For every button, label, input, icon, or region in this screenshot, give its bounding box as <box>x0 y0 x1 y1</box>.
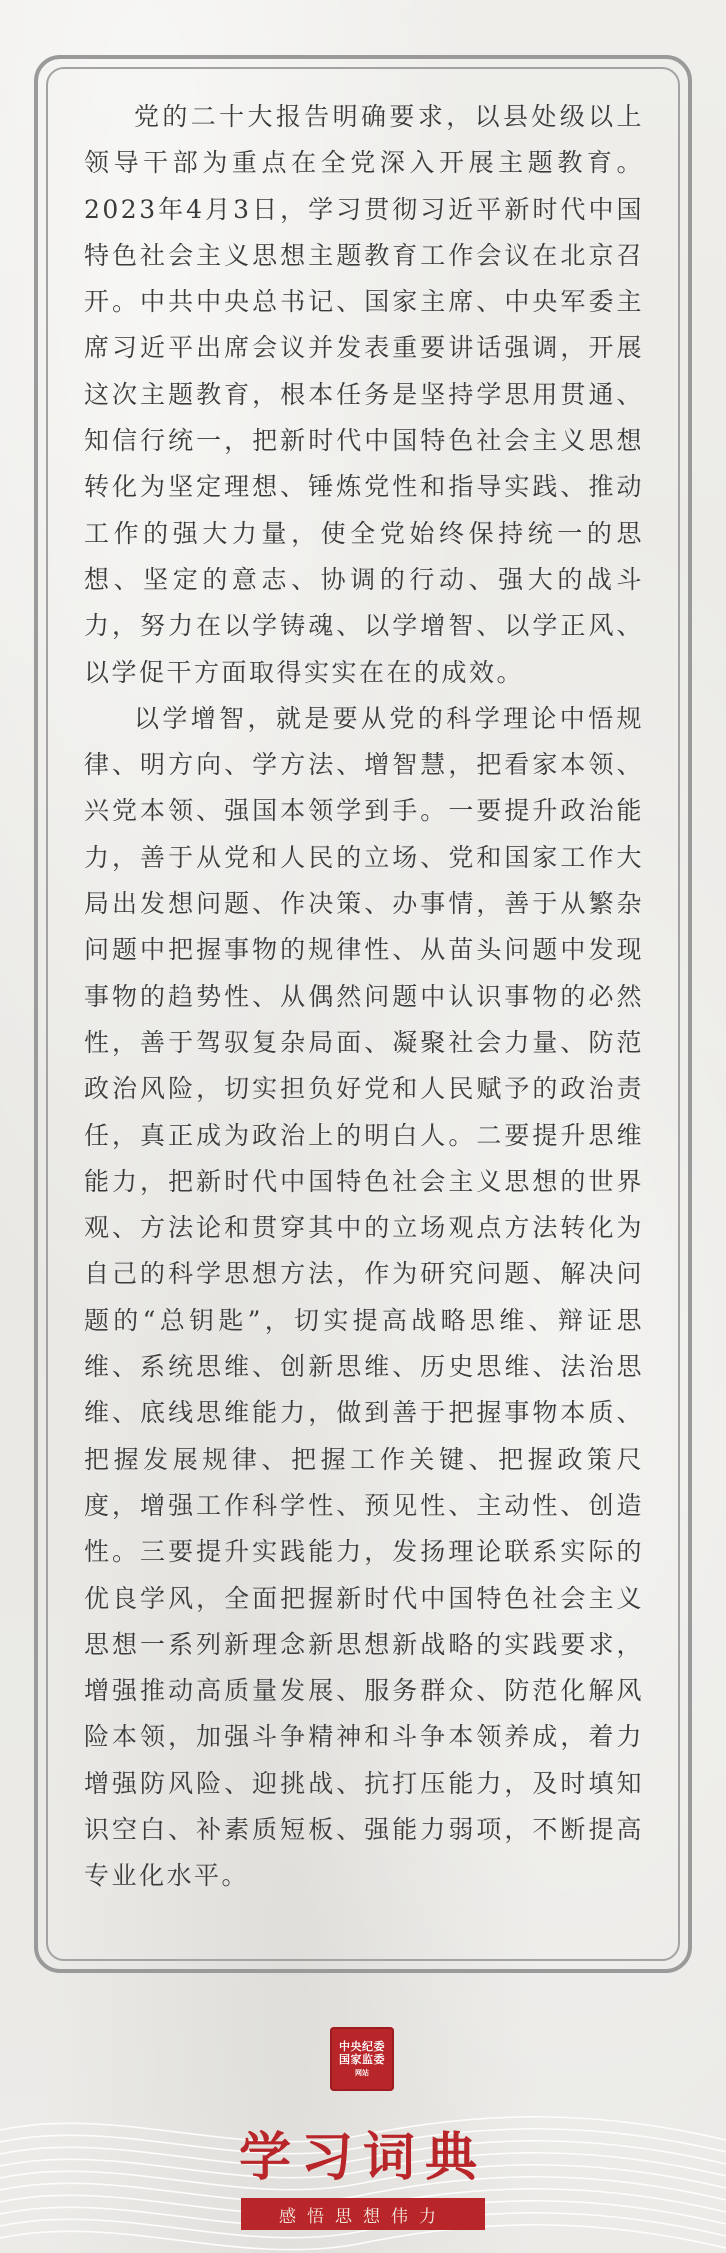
seal-line-3: 网站 <box>355 2067 369 2077</box>
seal-line-2: 国家监委 <box>339 2052 385 2066</box>
seal-line-1: 中央纪委 <box>339 2040 385 2054</box>
article-paragraph-2: 以学增智，就是要从党的科学理论中悟规律、明方向、学方法、增智慧，把看家本领、兴党本领、强国本领学到手。一要提升政治能力，善于从党和人民的立场、党和国家工作大局出发想问题、作决策、办事情，善于从繁杂问题中把握事物的规律性、从苗头问题中发现事物的趋势性、从偶然问题中认识事物的必然性，善于驾驭复杂局面、凝聚社会力量、防范政治风险，切实担负好党和人民赋予的政治责任，真正成为政治上的明白人。二要提升思维能力，把新时代中国特色社会主义思想的世界观、方法论和贯穿其中的立场观点方法转化为自己的科学思想方法，作为研究问题、解决问题的“总钥匙”，切实提高战略思维、辩证思维、系统思维、创新思维、历史思维、法治思维、底线思维能力，做到善于把握事物本质、把握发展规律、把握工作关键、把握政策尺度，增强工作科学性、预见性、主动性、创造性。三要提升实践能力，发扬理论联系实际的优良学风，全面把握新时代中国特色社会主义思想一系列新理念新思想新战略的实践要求，增强推动高质量发展、服务群众、防范化解风险本领，加强斗争精神和斗争本领养成，着力增强防风险、迎挑战、抗打压能力，及时填知识空白、补素质短板、强能力弱项，不断提高专业化水平。 <box>84 703 644 1891</box>
ccdi-seal-logo <box>330 2027 394 2091</box>
article-body <box>84 94 644 1900</box>
brand-tagline-bar <box>241 2198 485 2230</box>
brand-title: 学习词典 <box>238 2128 487 2188</box>
brand-tagline: 感悟思想伟力 <box>279 2206 447 2227</box>
article-paragraph-1: 党的二十大报告明确要求，以县处级以上领导干部为重点在全党深入开展主题教育。2023年4月3日，学习贯彻习近平新时代中国特色社会主义思想主题教育工作会议在北京召开。中共中央总书记、国家主席、中央军委主席习近平出席会议并发表重要讲话强调，开展这次主题教育，根本任务是坚持学思用贯通、知信行统一，把新时代中国特色社会主义思想转化为坚定理想、锤炼党性和指导实践、推动工作的强大力量，使全党始终保持统一的思想、坚定的意志、协调的行动、强大的战斗力，努力在以学铸魂、以学增智、以学正风、以学促干方面取得实实在在的成效。 <box>84 102 644 687</box>
